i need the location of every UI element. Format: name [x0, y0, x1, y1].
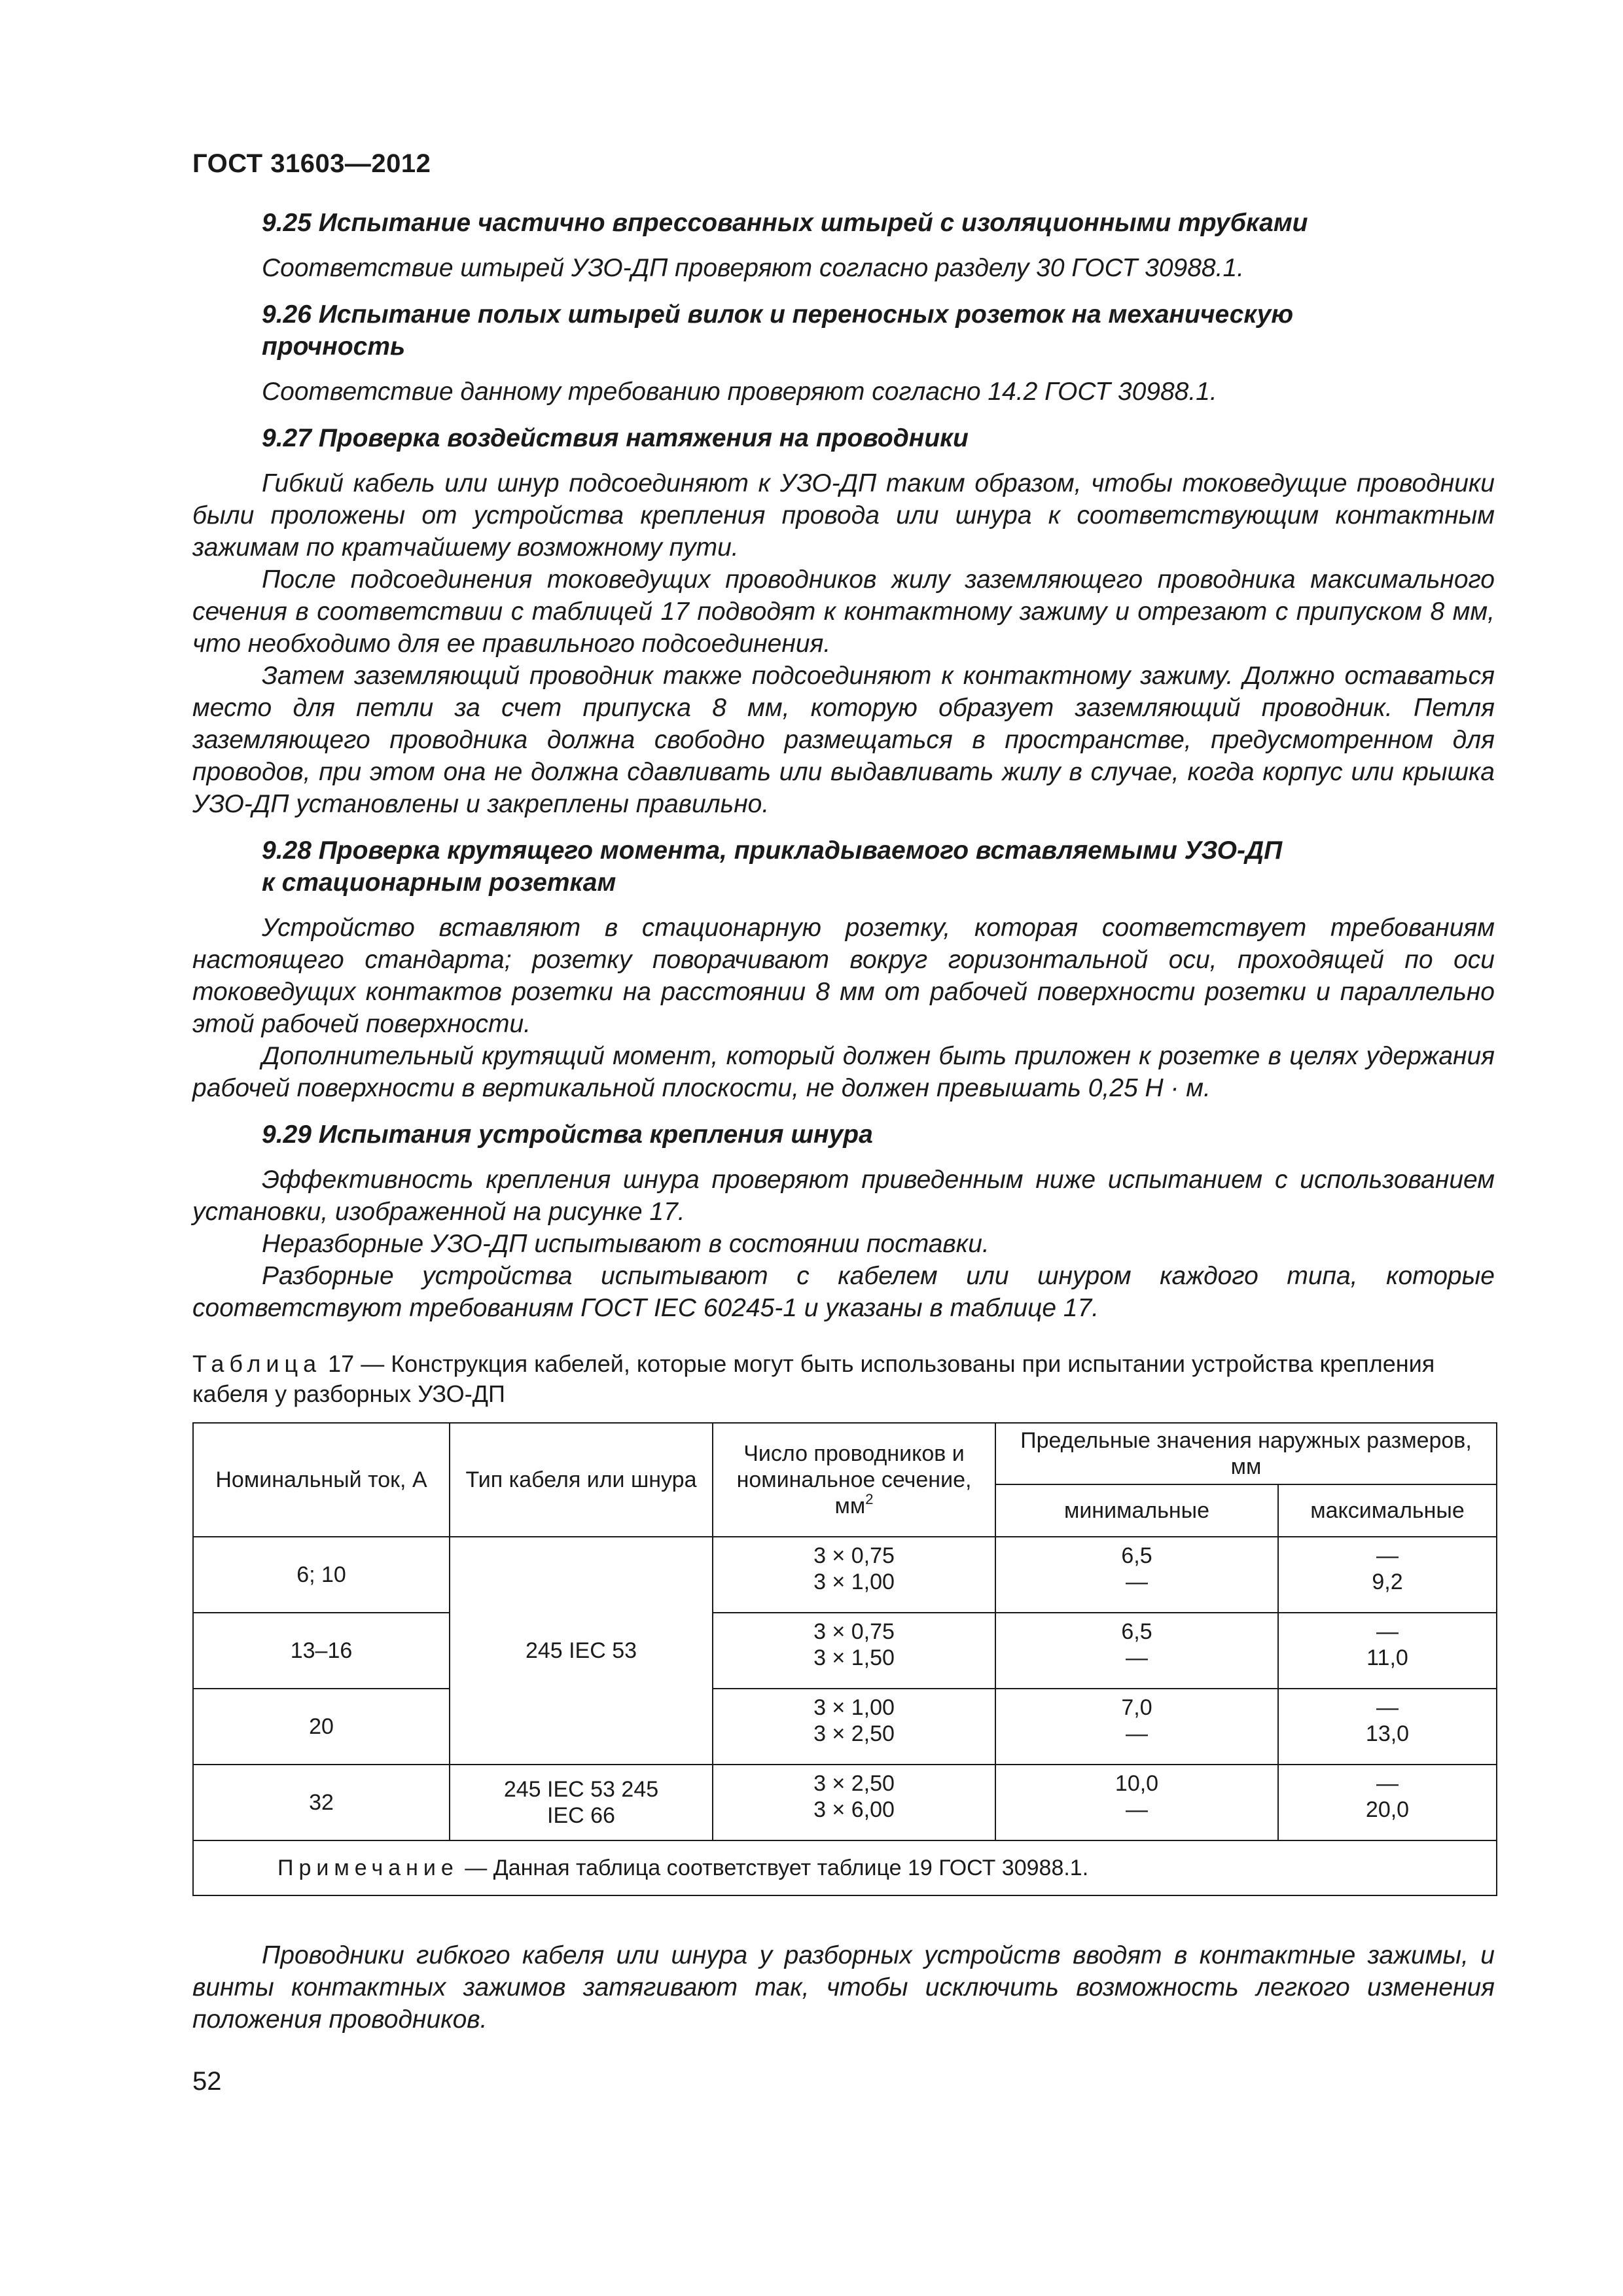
table-row	[193, 1537, 1497, 1613]
table-caption	[192, 1349, 1495, 1409]
cell-current: 32	[193, 1765, 450, 1840]
cell-max	[1278, 1689, 1497, 1765]
cell-line: —	[1376, 1695, 1399, 1720]
cell-current: 20	[193, 1689, 450, 1765]
cell-line: —	[1376, 1771, 1399, 1796]
cell-line: 3 × 1,00	[813, 1695, 895, 1720]
header-limits: Предельные значения наружных размеров, мм	[995, 1423, 1497, 1484]
section-title-9-29: 9.29 Испытания устройства крепления шнура	[262, 1121, 873, 1149]
section-title-line: к стационарным розеткам	[262, 869, 616, 897]
cell-min	[995, 1765, 1278, 1840]
table-caption-prefix: Таблица	[192, 1350, 322, 1377]
cell-line: —	[1126, 1721, 1148, 1746]
cell-current: 6; 10	[193, 1537, 450, 1613]
cell-line: 10,0	[1115, 1771, 1159, 1796]
cell-line: —	[1126, 1797, 1148, 1822]
document-header: ГОСТ 31603—2012	[192, 149, 431, 178]
cell-max	[1278, 1613, 1497, 1689]
cell-line: —	[1126, 1570, 1148, 1594]
cell-max	[1278, 1537, 1497, 1613]
table-note-text: — Данная таблица соответствует таблице 19 ГОСТ 30988.1.	[458, 1856, 1089, 1880]
cell-line: 245 IEC 53 245	[503, 1777, 659, 1802]
table-caption-text: 17 — Конструкция кабелей, которые могут быть использованы при испытании устройства крепления кабеля у разборных УЗО-ДП	[192, 1350, 1435, 1407]
cell-min	[995, 1689, 1278, 1765]
cable-table	[192, 1422, 1497, 1896]
cell-line: 6,5	[1121, 1543, 1152, 1568]
final-paragraph: Проводники гибкого кабеля или шнура у разборных устройств вводят в контактные зажимы, и винты контактных зажимов затягивают так, чтобы исключить возможность легкого изменения положения проводников.	[192, 1941, 1495, 2034]
cell-line: 7,0	[1121, 1695, 1152, 1720]
header-conductors-sup: 2	[865, 1491, 874, 1507]
table-note-row	[193, 1840, 1497, 1895]
section-title-9-28	[192, 834, 1495, 899]
table-row	[193, 1765, 1497, 1840]
cell-conductors	[713, 1613, 995, 1689]
header-max: максимальные	[1278, 1484, 1497, 1537]
page-content	[192, 207, 1495, 2036]
cell-line: —	[1126, 1645, 1148, 1670]
cell-max	[1278, 1765, 1497, 1840]
section-paragraph: Соответствие данному требованию проверяют согласно 14.2 ГОСТ 30988.1.	[262, 378, 1217, 406]
header-cable-type: Тип кабеля или шнура	[450, 1423, 713, 1537]
table-note-prefix: Примечание	[277, 1856, 459, 1880]
cell-line: 13,0	[1365, 1721, 1410, 1746]
cell-min	[995, 1613, 1278, 1689]
cell-conductors	[713, 1537, 995, 1613]
cell-conductors	[713, 1689, 995, 1765]
section-paragraph: Затем заземляющий проводник также подсоединяют к контактному зажиму. Должно оставаться место для петли за счет припуска 8 мм, которую образует заземляющий проводник. Петля заземляющего проводника должна свободно размещаться в пространстве, предусмотренном для проводов, при этом она не должна сдавливать или выдавливать жилу в случае, когда корпус или крышка УЗО-ДП установлены и закреплены правильно.	[192, 662, 1495, 818]
cell-line: 3 × 0,75	[813, 1543, 895, 1568]
header-rated-current: Номинальный ток, А	[193, 1423, 450, 1537]
section-paragraph: После подсоединения токоведущих проводников жилу заземляющего проводника максимального сечения в соответствии с таблицей 17 подводят к контактному зажиму и отрезают с припуском 8 мм, что необходимо для ее правильного подсоединения.	[192, 565, 1495, 658]
cell-line: 9,2	[1372, 1570, 1403, 1594]
section-paragraph: Гибкий кабель или шнур подсоединяют к УЗО-ДП таким образом, чтобы токоведущие проводники были проложены от устройства крепления провода или шнура к соответствующим контактным зажимам по кратчайшему возможному пути.	[192, 469, 1495, 562]
cell-min	[995, 1537, 1278, 1613]
table-row	[193, 1613, 1497, 1689]
cell-line: 20,0	[1365, 1797, 1410, 1822]
cell-line: 3 × 1,00	[813, 1570, 895, 1594]
cell-line: IEC 66	[547, 1803, 615, 1828]
section-title-9-26	[192, 298, 1495, 363]
section-paragraph: Неразборные УЗО-ДП испытывают в состоянии поставки.	[262, 1230, 990, 1258]
header-conductors-text: Число проводников и номинальное сечение, мм	[736, 1441, 972, 1518]
cell-line: 6,5	[1121, 1619, 1152, 1644]
section-paragraph: Эффективность крепления шнура проверяют приведенным ниже испытанием с использованием установки, изображенной на рисунке 17.	[192, 1166, 1495, 1226]
cell-line: 3 × 2,50	[813, 1771, 895, 1796]
cell-cable-type: 245 IEC 53	[450, 1537, 713, 1765]
section-title-line: прочность	[262, 332, 406, 361]
cell-line: 3 × 0,75	[813, 1619, 895, 1644]
cell-current: 13–16	[193, 1613, 450, 1689]
section-paragraph: Устройство вставляют в стационарную розетку, которая соответствует требованиям настоящего стандарта; розетку поворачивают вокруг горизонтальной оси, проходящей по оси токоведущих контактов розетки на расстоянии 8 мм от рабочей поверхности розетки и параллельно этой рабочей поверхности.	[192, 914, 1495, 1038]
section-title-9-25: 9.25 Испытание частично впрессованных штырей с изоляционными трубками	[262, 209, 1308, 237]
cell-line: 3 × 6,00	[813, 1797, 895, 1822]
cell-line: —	[1376, 1543, 1399, 1568]
cell-line: 11,0	[1366, 1645, 1408, 1670]
section-paragraph: Дополнительный крутящий момент, который должен быть приложен к розетке в целях удержания рабочей поверхности в вертикальной плоскости, не должен превышать 0,25 Н · м.	[192, 1042, 1495, 1102]
table-row	[193, 1689, 1497, 1765]
section-title-line: 9.28 Проверка крутящего момента, прикладываемого вставляемыми УЗО-ДП	[262, 836, 1283, 865]
cell-line: 3 × 2,50	[813, 1721, 895, 1746]
cell-conductors	[713, 1765, 995, 1840]
header-conductors	[713, 1423, 995, 1537]
section-title-9-27: 9.27 Проверка воздействия натяжения на проводники	[262, 424, 969, 452]
page-number: 52	[192, 2067, 222, 2096]
table-note	[193, 1840, 1497, 1895]
cell-cable-type	[450, 1765, 713, 1840]
header-min: минимальные	[995, 1484, 1278, 1537]
section-title-line: 9.26 Испытание полых штырей вилок и переносных розеток на механическую	[262, 300, 1294, 329]
cell-line: —	[1376, 1619, 1399, 1644]
cell-line: 3 × 1,50	[813, 1645, 895, 1670]
section-paragraph: Соответствие штырей УЗО-ДП проверяют согласно разделу 30 ГОСТ 30988.1.	[262, 254, 1244, 282]
section-paragraph: Разборные устройства испытывают с кабелем или шнуром каждого типа, которые соответствуют требованиям ГОСТ IEC 60245-1 и указаны в таблице 17.	[192, 1262, 1495, 1322]
